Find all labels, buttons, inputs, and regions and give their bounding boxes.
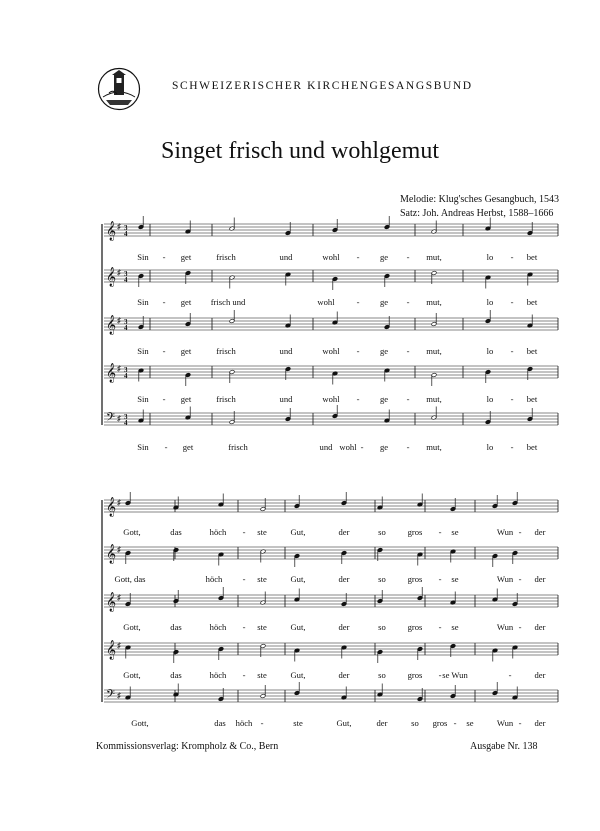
time-signature-top: 3 [124,318,128,326]
lyric-syllable: gros [407,670,423,680]
lyric-syllable: lo [486,346,494,356]
lyric-syllable: - [438,670,442,680]
lyric-syllable: Sin [137,297,149,307]
lyric-syllable: - [242,670,246,680]
lyric-syllable: - [438,527,442,537]
lyric-syllable: gros [432,718,448,728]
lyric-syllable: - [162,297,166,307]
lyric-syllable: Gott, [131,718,149,728]
time-signature-top: 3 [124,224,128,232]
lyric-syllable: der [338,622,350,632]
lyric-syllable: ge [379,442,389,452]
time-signature-bottom: 4 [124,324,128,332]
lyric-syllable: wohl [322,346,340,356]
staff [104,405,558,452]
lyric-syllable: mut, [426,346,442,356]
lyric-syllable: - [162,394,166,404]
lyric-syllable: - [453,718,457,728]
melody-credit: Melodie: Klug'sches Gesangbuch, 1543 [400,194,559,205]
lyric-syllable: der [376,718,388,728]
lyric-syllable: - [406,252,410,262]
lyric-syllable: - [406,394,410,404]
lyric-syllable: höch [209,527,227,537]
lyric-syllable: so [378,574,386,584]
lyric-syllable: so [411,718,419,728]
lyric-syllable: höch [235,718,253,728]
lyric-syllable: Wun [496,574,514,584]
lyric-syllable: - [438,622,442,632]
lyric-syllable: der [534,718,546,728]
lyric-syllable: lo [486,442,494,452]
lyric-syllable: se [451,527,459,537]
lyric-syllable: - [356,346,360,356]
lyric-syllable: lo [486,252,494,262]
lyric-syllable: höch [205,574,223,584]
lyric-syllable: bet [526,442,538,452]
sharp-icon: ♯ [117,691,121,700]
time-signature-bottom: 4 [124,372,128,380]
staff [104,267,558,307]
lyric-syllable: - [406,297,410,307]
lyric-syllable: get [180,252,192,262]
lyric-syllable: get [180,346,192,356]
time-signature-top: 3 [124,413,128,421]
staff [104,363,558,404]
lyric-syllable: ge [379,297,389,307]
page-title: Singet frisch und wohlgemut [161,138,439,164]
time-signature-top: 3 [124,270,128,278]
lyric-syllable: ste [257,670,267,680]
lyric-syllable: und [279,394,293,404]
lyric-syllable: - [510,442,514,452]
lyric-syllable: und [319,442,333,452]
lyric-syllable: so [378,670,386,680]
lyric-syllable: - [406,346,410,356]
lyric-syllable: Sin [137,252,149,262]
time-signature-bottom: 4 [124,230,128,238]
lyric-syllable: mut, [426,394,442,404]
lyric-syllable: - [510,394,514,404]
sharp-icon: ♯ [117,545,121,554]
lyric-syllable: wohl [322,394,340,404]
lyric-syllable: bet [526,252,538,262]
lyric-syllable: - [518,574,522,584]
lyric-syllable: bet [526,346,538,356]
sharp-icon: ♯ [117,641,121,650]
treble-clef-icon: 𝄞 [106,221,117,240]
lyric-syllable: Gott, [123,527,141,537]
lyric-syllable: - [356,297,360,307]
lyric-syllable: frisch [216,346,236,356]
treble-clef-icon: 𝄞 [106,640,117,659]
lyric-syllable: höch [209,670,227,680]
sharp-icon: ♯ [117,498,121,507]
lyric-syllable: der [534,527,546,537]
lyric-syllable: mut, [426,442,442,452]
treble-clef-icon: 𝄞 [106,544,117,563]
staff [104,587,558,632]
lyric-syllable: mut, [426,252,442,262]
lyric-syllable: das [170,670,182,680]
lyric-syllable: - [510,346,514,356]
society-name: SCHWEIZERISCHER KIRCHENGESANGSBUND [172,80,473,92]
lyric-syllable: se [451,574,459,584]
lyric-syllable: wohl [317,297,335,307]
lyric-syllable: se [466,718,474,728]
lyric-syllable: - [508,670,512,680]
lyric-syllable: ge [379,394,389,404]
lyric-syllable: ste [257,622,267,632]
lyric-syllable: der [338,574,350,584]
staff [104,492,558,537]
lyric-syllable: das [170,622,182,632]
staff [104,310,558,356]
lyric-syllable: frisch [216,394,236,404]
treble-clef-icon: 𝄞 [106,592,117,611]
lyric-syllable: - [260,718,264,728]
treble-clef-icon: 𝄞 [106,363,117,382]
lyric-syllable: ste [293,718,303,728]
lyric-syllable: und [279,346,293,356]
lyric-syllable: Wun [496,622,514,632]
lyric-syllable: so [378,622,386,632]
lyric-syllable: - [242,527,246,537]
lyric-syllable: ge [379,346,389,356]
sharp-icon: ♯ [117,316,121,325]
sharp-icon: ♯ [117,364,121,373]
lyric-syllable: get [182,442,194,452]
bass-clef-icon: 𝄢 [106,412,116,427]
lyric-syllable: Gut, [336,718,352,728]
lyric-syllable: - [242,574,246,584]
lyric-syllable: Gut, [290,574,306,584]
lyric-syllable: gros [407,574,423,584]
lyric-syllable: der [534,622,546,632]
lyric-syllable: das [214,718,226,728]
lyric-syllable: - [356,252,360,262]
lyric-syllable: Gut, [290,670,306,680]
lyric-syllable: frisch und [210,297,246,307]
lyric-syllable: bet [526,394,538,404]
edition-number: Ausgabe Nr. 138 [470,741,538,752]
lyric-syllable: Sin [137,394,149,404]
lyric-syllable: lo [486,297,494,307]
lyric-syllable: Sin [137,442,149,452]
lyric-syllable: Wun [496,527,514,537]
sharp-icon: ♯ [117,593,121,602]
lyric-syllable: Gut, [290,527,306,537]
score-system [102,216,558,452]
sharp-icon: ♯ [117,222,121,231]
lyric-syllable: der [534,670,546,680]
lyric-syllable: se Wun [442,670,468,680]
lyric-syllable: - [438,574,442,584]
lyric-syllable: Sin [137,346,149,356]
lyric-syllable: ge [379,252,389,262]
lyric-syllable: das [170,527,182,537]
lyric-syllable: - [518,718,522,728]
lyric-syllable: frisch [228,442,248,452]
staff [104,544,558,584]
lyric-syllable: der [338,670,350,680]
lyric-syllable: frisch [216,252,236,262]
lyric-syllable: Wun [496,718,514,728]
lyric-syllable: - [518,622,522,632]
staff [104,216,558,262]
staff [104,682,558,728]
time-signature-bottom: 4 [124,419,128,427]
sharp-icon: ♯ [117,414,121,423]
lyric-syllable: gros [407,527,423,537]
lyric-syllable: - [356,394,360,404]
lyric-syllable: get [180,297,192,307]
lyric-syllable: der [338,527,350,537]
lyric-syllable: höch [209,622,227,632]
publisher-note: Kommissionsverlag: Krompholz & Co., Bern [96,741,279,752]
lyric-syllable: - [406,442,410,452]
lyric-syllable: und [279,252,293,262]
lyric-syllable: ste [257,574,267,584]
time-signature-top: 3 [124,366,128,374]
setting-credit: Satz: Joh. Andreas Herbst, 1588–1666 [400,208,554,219]
lyric-syllable: - [360,442,364,452]
lyric-syllable: so [378,527,386,537]
sharp-icon: ♯ [117,268,121,277]
lyric-syllable: - [162,346,166,356]
lyric-syllable: lo [486,394,494,404]
lyric-syllable: Gott, das [114,574,146,584]
lyric-syllable: wohl [339,442,357,452]
lyric-syllable: Gott, [123,670,141,680]
time-signature-bottom: 4 [124,276,128,284]
lyric-syllable: mut, [426,297,442,307]
bass-clef-icon: 𝄢 [106,689,116,704]
lyric-syllable: wohl [322,252,340,262]
treble-clef-icon: 𝄞 [106,267,117,286]
lyric-syllable: get [180,394,192,404]
lyric-syllable: - [242,622,246,632]
staff [104,640,558,680]
score-system [102,492,558,728]
treble-clef-icon: 𝄞 [106,497,117,516]
lyric-syllable: der [534,574,546,584]
lyric-syllable: se [451,622,459,632]
lyric-syllable: Gut, [290,622,306,632]
lyric-syllable: - [510,252,514,262]
lyric-syllable: Gott, [123,622,141,632]
lyric-syllable: gros [407,622,423,632]
lyric-syllable: - [518,527,522,537]
lyric-syllable: bet [526,297,538,307]
treble-clef-icon: 𝄞 [106,315,117,334]
lyric-syllable: - [162,252,166,262]
lyric-syllable: - [164,442,168,452]
lyric-syllable: - [510,297,514,307]
lyric-syllable: ste [257,527,267,537]
